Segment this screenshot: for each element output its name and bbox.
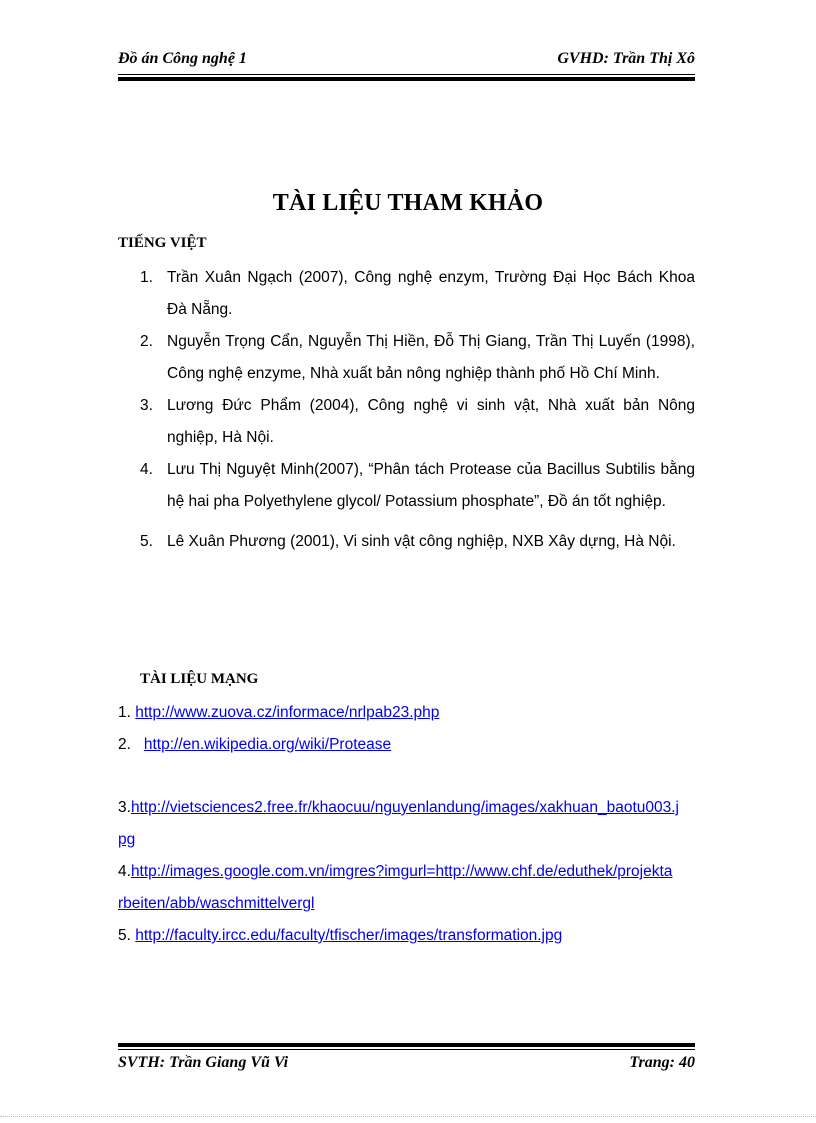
reference-number: 4. xyxy=(140,461,153,478)
page-title: TÀI LIỆU THAM KHẢO xyxy=(272,190,544,216)
web-link[interactable]: http://faculty.ircc.edu/faculty/tfischer/images/transformation.jpg xyxy=(135,927,563,944)
reference-item xyxy=(140,526,695,558)
header-rule-thin xyxy=(118,74,695,75)
web-link-item xyxy=(118,926,562,946)
web-link[interactable]: http://www.zuova.cz/informace/nrlpab23.php xyxy=(135,704,440,721)
web-link-continuation xyxy=(118,830,135,850)
footer-student: SVTH: Trần Giang Vũ Vi xyxy=(118,1054,289,1071)
reference-number: 5. xyxy=(140,533,153,550)
footer-page-number: Trang: 40 xyxy=(629,1054,695,1071)
web-link[interactable]: pg xyxy=(118,831,136,848)
reference-text: Trần Xuân Ngạch (2007), Công nghệ enzym, Trường Đại Học Bách Khoa Đà Nẵng. xyxy=(167,269,695,318)
footer-rule-thin xyxy=(118,1049,695,1050)
header-course-title: Đồ án Công nghệ 1 xyxy=(118,50,247,67)
web-link-item xyxy=(118,798,679,818)
reference-item xyxy=(140,326,695,390)
reference-item xyxy=(140,454,695,518)
reference-text: Lương Đức Phẩm (2004), Công nghệ vi sinh vật, Nhà xuất bản Nông nghiệp, Hà Nội. xyxy=(167,397,695,446)
web-link[interactable]: http://vietsciences2.free.fr/khaocuu/nguyenlandung/images/xakhuan_baotu003.j xyxy=(130,799,679,816)
reference-number: 3. xyxy=(140,397,153,414)
page-header xyxy=(118,50,695,72)
reference-item xyxy=(140,390,695,454)
web-link-item xyxy=(118,862,672,882)
section-heading-vietnamese: TIẾNG VIỆT xyxy=(118,235,207,251)
section-heading-web: TÀI LIỆU MẠNG xyxy=(140,671,259,687)
web-link-number: 4. xyxy=(118,863,131,880)
page-footer xyxy=(118,1054,695,1076)
header-instructor: GVHD: Trần Thị Xô xyxy=(557,50,695,67)
web-link[interactable]: http://en.wikipedia.org/wiki/Protease xyxy=(143,736,392,753)
web-link-item xyxy=(118,703,439,723)
reference-number: 2. xyxy=(140,333,153,350)
web-link-continuation xyxy=(118,894,314,914)
web-link-number: 5. xyxy=(118,927,136,944)
reference-number: 1. xyxy=(140,269,153,286)
reference-text: Lưu Thị Nguyệt Minh(2007), “Phân tách Protease của Bacillus Subtilis bằng hệ hai pha Polyethylene glycol/ Potassium phosphate”, Đồ án tốt nghiệp. xyxy=(167,461,695,510)
footer-rule-thick xyxy=(118,1043,695,1047)
reference-text: Lê Xuân Phương (2001), Vi sinh vật công nghiệp, NXB Xây dựng, Hà Nội. xyxy=(167,533,676,550)
reference-item xyxy=(140,262,695,326)
header-rule-thick xyxy=(118,77,695,81)
web-link-number: 2. xyxy=(118,736,144,753)
web-link[interactable]: rbeiten/abb/waschmittelvergl xyxy=(118,895,315,912)
page-edge-divider xyxy=(0,1116,816,1117)
web-link[interactable]: http://images.google.com.vn/imgres?imgurl=http://www.chf.de/eduthek/projekta xyxy=(130,863,673,880)
web-link-number: 3. xyxy=(118,799,131,816)
reference-text: Nguyễn Trọng Cẩn, Nguyễn Thị Hiền, Đỗ Thị Giang, Trần Thị Luyến (1998), Công nghệ enzyme, Nhà xuất bản nông nghiệp thành phố Hồ Chí Minh. xyxy=(167,333,695,382)
web-link-number: 1. xyxy=(118,704,136,721)
reference-list xyxy=(140,262,695,558)
web-link-item xyxy=(118,735,391,755)
